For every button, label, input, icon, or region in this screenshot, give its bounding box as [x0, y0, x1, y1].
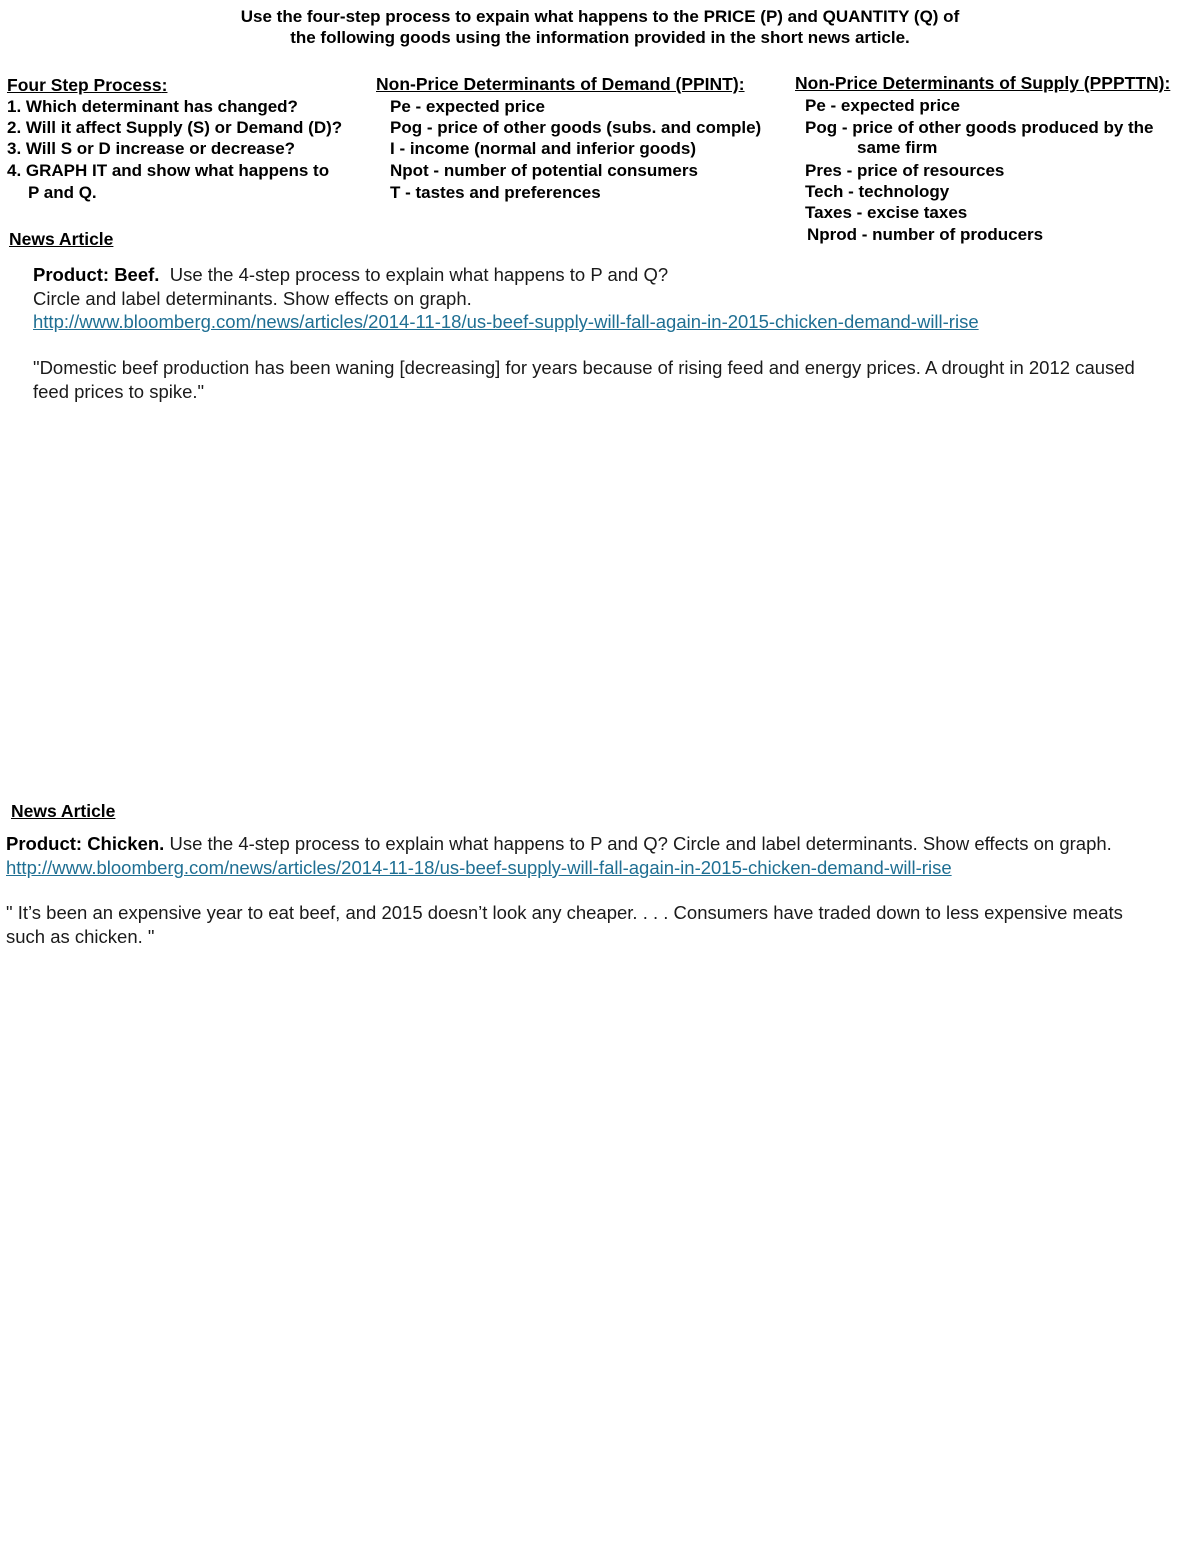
- demand-item-pog: Pog - price of other goods (subs. and comple): [390, 118, 762, 137]
- article-1-instruction-line-1: [33, 263, 668, 286]
- demand-item-income: I - income (normal and inferior goods): [390, 139, 697, 158]
- demand-heading-text: Non-Price Determinants of Demand (PPINT): [376, 74, 739, 94]
- supply-item-pog: Pog - price of other goods produced by the: [805, 118, 1154, 137]
- supply-item-taxes: Taxes - excise taxes: [805, 203, 968, 222]
- worksheet-title-line-2: the following goods using the information provided in the short news article.: [290, 28, 910, 47]
- article-1-heading: News Article: [9, 229, 114, 249]
- article-1-quote: "Domestic beef production has been waning [decreasing] for years because of rising feed and energy prices. A drought in 2012 caused feed prices to spike.": [33, 357, 1135, 402]
- four-step-heading-text: Four Step Process: [7, 75, 162, 95]
- demand-item-npot: Npot - number of potential consumers: [390, 161, 698, 180]
- supply-item-pe: Pe - expected price: [805, 96, 960, 115]
- demand-item-pe: Pe - expected price: [390, 97, 545, 116]
- demand-heading: [376, 74, 745, 95]
- four-step-item-2: 2. Will it affect Supply (S) or Demand (D)?: [7, 118, 343, 137]
- four-step-heading-colon: :: [161, 75, 168, 95]
- article-1-instruction-text: Use the 4-step process to explain what happens to P and Q?: [169, 264, 669, 285]
- article-2-link[interactable]: http://www.bloomberg.com/news/articles/2014-11-18/us-beef-supply-will-fall-again-in-2015-chicken-demand-will-rise: [6, 857, 952, 878]
- article-2-instruction-text: Use the 4-step process to explain what happens to P and Q? Circle and label determinants. Show effects on graph.: [169, 833, 1112, 854]
- article-2-product-label: Product: Chicken.: [6, 833, 165, 854]
- supply-item-pres: Pres - price of resources: [805, 161, 1005, 180]
- demand-heading-colon: :: [738, 74, 745, 94]
- supply-item-pog-cont: same firm: [857, 138, 938, 157]
- article-1-instruction-line-2: Circle and label determinants. Show effects on graph.: [33, 288, 472, 309]
- supply-item-tech: Tech - technology: [805, 182, 950, 201]
- four-step-item-4: 4. GRAPH IT and show what happens to: [7, 161, 330, 180]
- four-step-item-4-cont: P and Q.: [28, 183, 97, 202]
- supply-item-nprod: Nprod - number of producers: [807, 225, 1044, 244]
- article-1-link[interactable]: http://www.bloomberg.com/news/articles/2014-11-18/us-beef-supply-will-fall-again-in-2015-chicken-demand-will-rise: [33, 311, 979, 332]
- article-2-quote: " It’s been an expensive year to eat beef, and 2015 doesn’t look any cheaper. . . . Consumers have traded down to less expensive meats such as chicken. ": [6, 902, 1123, 947]
- four-step-item-3: 3. Will S or D increase or decrease?: [7, 139, 296, 158]
- article-2-instruction: [6, 832, 1112, 855]
- worksheet-title-line-1: Use the four-step process to expain what happens to the PRICE (P) and QUANTITY (Q) of: [240, 7, 960, 26]
- supply-heading-text: Non-Price Determinants of Supply (PPPTTN): [795, 73, 1165, 93]
- demand-item-tastes: T - tastes and preferences: [390, 183, 601, 202]
- article-2-heading: News Article: [11, 801, 116, 821]
- four-step-item-1: 1. Which determinant has changed?: [7, 97, 298, 116]
- supply-heading-colon: :: [1164, 73, 1171, 93]
- article-1-product-label: Product: Beef.: [33, 264, 160, 285]
- four-step-heading: [7, 75, 167, 96]
- supply-heading: [795, 73, 1170, 94]
